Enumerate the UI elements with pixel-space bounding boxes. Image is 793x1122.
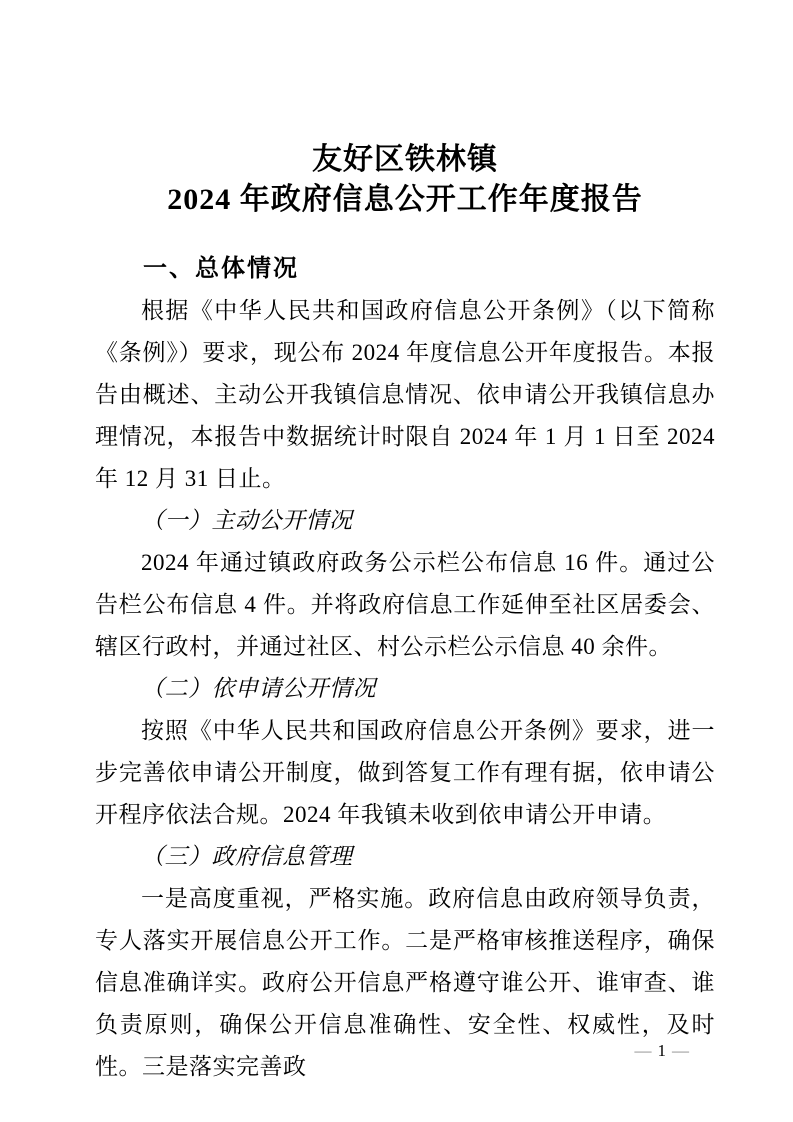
document-title-line1: 友好区铁林镇 [312,143,498,176]
paragraph-proactive-disclosure: 2024 年通过镇政府政务公示栏公布信息 16 件。通过公告栏公布信息 4 件。并将政府信息工作延伸至社区居委会、辖区行政村，并通过社区、村公示栏公示信息 40 余件。 [95,550,715,659]
page-number [629,1040,696,1062]
paragraph-information-management: 一是高度重视，严格实施。政府信息由政府领导负责，专人落实开展信息公开工作。二是严格审核推送程序，确保信息准确详实。政府公开信息严格遵守谁公开、谁审查、谁负责原则，确保公开信息准确性、安全性、权威性，及时性。三是落实完善政 [95,886,715,1079]
document-title-line2: 2024 年政府信息公开工作年度报告 [167,183,643,216]
page-number-dash-right: — [672,1041,689,1060]
subsection-heading-proactive-disclosure: （一）主动公开情况 [141,508,353,533]
page-number-dash-left: — [634,1041,652,1060]
document-body [95,248,715,1088]
document-content [95,0,715,1088]
paragraph-on-request-disclosure: 按照《中华人民共和国政府信息公开条例》要求，进一步完善依申请公开制度，做到答复工作有理有据，依申请公开程序依法合规。2024 年我镇未收到依申请公开申请。 [95,718,715,827]
subsection-heading-information-management: （三）政府信息管理 [141,844,353,869]
paragraph-overview: 根据《中华人民共和国政府信息公开条例》（以下简称《条例》）要求，现公布 2024 年度信息公开年度报告。本报告由概述、主动公开我镇信息情况、依申请公开我镇信息办理情况，本报告中数据统计时限自 2024 年 1 月 1 日至 2024 年 12 月 31 日止。 [95,298,715,491]
document-title [95,140,715,220]
page-number-value: 1 [657,1041,666,1060]
subsection-heading-on-request-disclosure: （二）依申请公开情况 [141,676,376,701]
section-heading-overall: 一、总体情况 [143,255,299,282]
